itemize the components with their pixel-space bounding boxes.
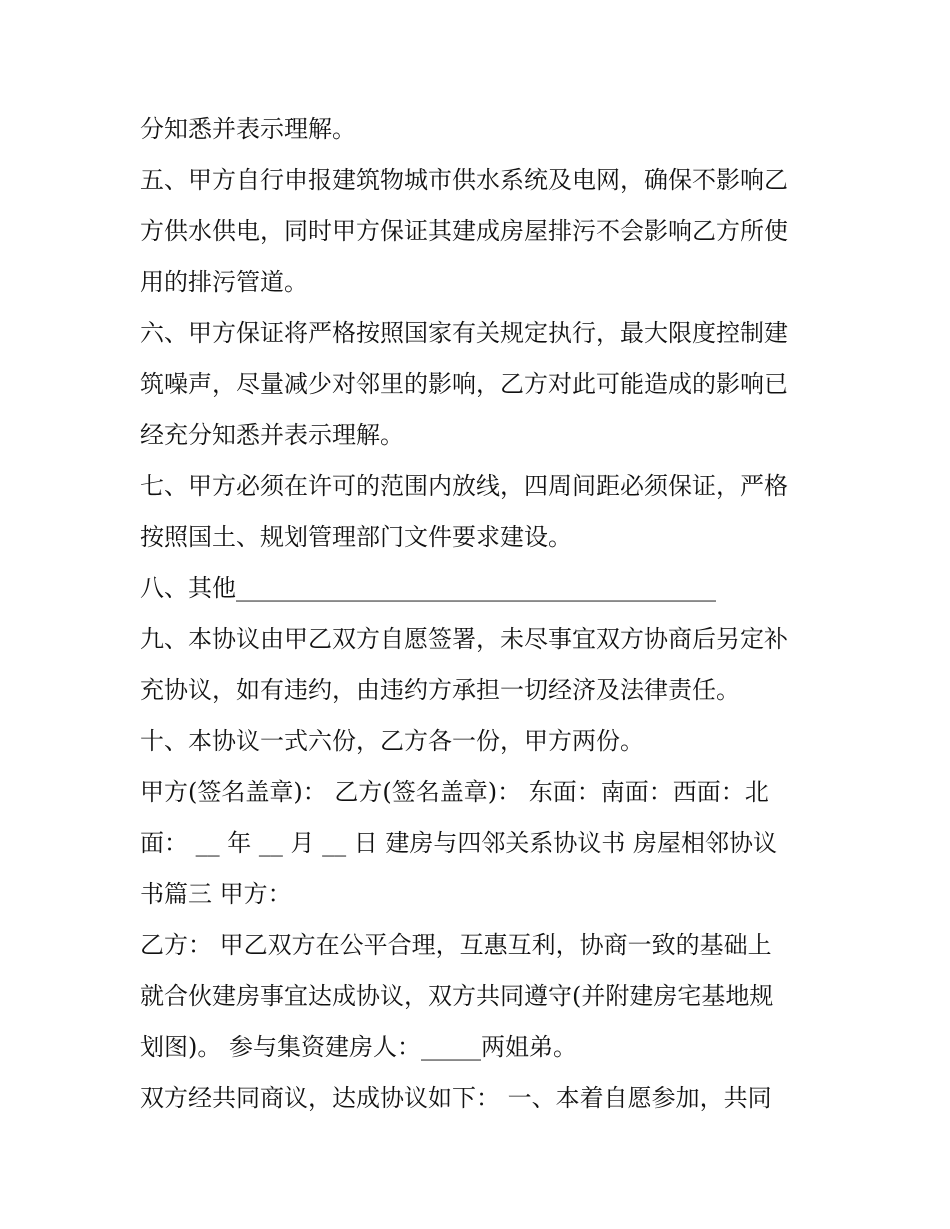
text-line: 经充分知悉并表示理解。 [140, 421, 404, 449]
text-line: 书篇三 甲方： [140, 880, 292, 908]
text-line: 分知悉并表示理解。 [140, 115, 356, 143]
text-line: 六、甲方保证将严格按照国家有关规定执行，最大限度控制建 [140, 319, 788, 347]
text-line: 面： __ 年 __ 月 __ 日 建房与四邻关系协议书 房屋相邻协议 [140, 829, 778, 857]
text-line: 双方经共同商议，达成协议如下： 一、本着自愿参加，共同 [140, 1084, 772, 1112]
text-line: 按照国土、规划管理部门文件要求建设。 [140, 523, 572, 551]
text-line: 充协议，如有违约，由违约方承担一切经济及法律责任。 [140, 676, 740, 704]
text-line: 七、甲方必须在许可的范围内放线，四周间距必须保证，严格 [140, 472, 788, 500]
text-line: 筑噪声，尽量减少对邻里的影响，乙方对此可能造成的影响已 [140, 370, 788, 398]
text-line: 九、本协议由甲乙双方自愿签署，未尽事宜双方协商后另定补 [140, 625, 788, 653]
text-line: 方供水供电，同时甲方保证其建成房屋排污不会影响乙方所使 [140, 217, 788, 245]
text-line: 甲方(签名盖章)： 乙方(签名盖章)： 东面：南面：西面：北 [140, 778, 769, 806]
text-line: 八、其他________________________________________ [140, 574, 716, 602]
text-line: 用的排污管道。 [140, 268, 308, 296]
text-line: 划图)。 参与集资建房人：_____两姐弟。 [140, 1033, 577, 1061]
text-line: 五、甲方自行申报建筑物城市供水系统及电网，确保不影响乙 [140, 166, 788, 194]
text-line: 十、本协议一式六份，乙方各一份，甲方两份。 [140, 727, 644, 755]
text-line: 就合伙建房事宜达成协议，双方共同遵守(并附建房宅基地规 [140, 982, 774, 1010]
text-line: 乙方： 甲乙双方在公平合理，互惠互利，协商一致的基础上 [140, 931, 772, 959]
